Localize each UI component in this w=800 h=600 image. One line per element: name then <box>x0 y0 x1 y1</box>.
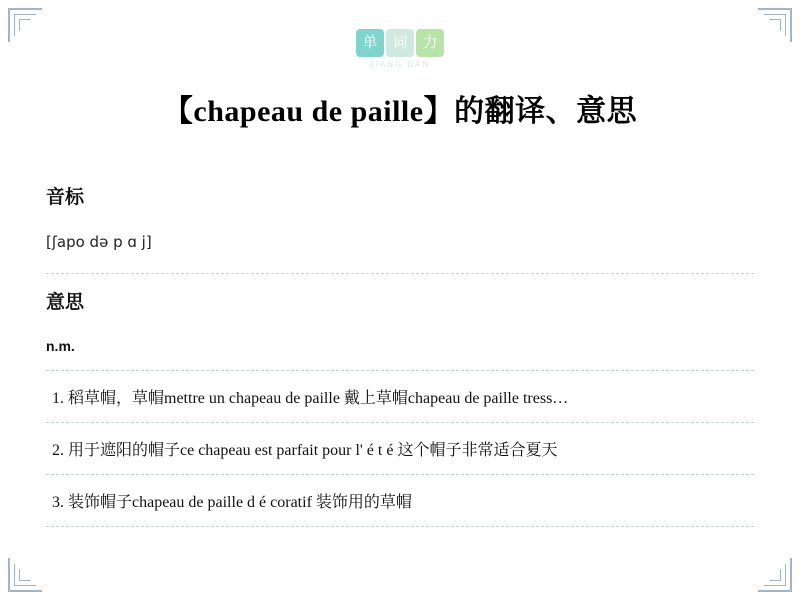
section-heading-meaning: 意思 <box>46 292 85 313</box>
logo-badge-2: 词 <box>386 29 414 57</box>
definition-item: 2. 用于遮阳的帽子ce chapeau est parfait pour l' é t é 这个帽子非常适合夏天 <box>52 442 558 459</box>
phonetic-transcription: [ʃapo də p ɑ j] <box>46 233 152 251</box>
divider <box>46 526 754 527</box>
part-of-speech-label: n.m. <box>46 338 75 354</box>
section-heading-phonetic: 音标 <box>46 187 85 208</box>
logo-subtitle: JIANG DAN <box>369 60 431 69</box>
definition-item: 1. 稻草帽，草帽mettre un chapeau de paille 戴上草帽chapeau de paille tress… <box>52 390 569 407</box>
logo-badge-3: 力 <box>416 29 444 57</box>
page-title: 【chapeau de paille】的翻译、意思 <box>162 95 638 128</box>
logo-badge-1: 单 <box>356 29 384 57</box>
definition-item: 3. 装饰帽子chapeau de paille d é coratif 装饰用的草帽 <box>52 494 412 511</box>
